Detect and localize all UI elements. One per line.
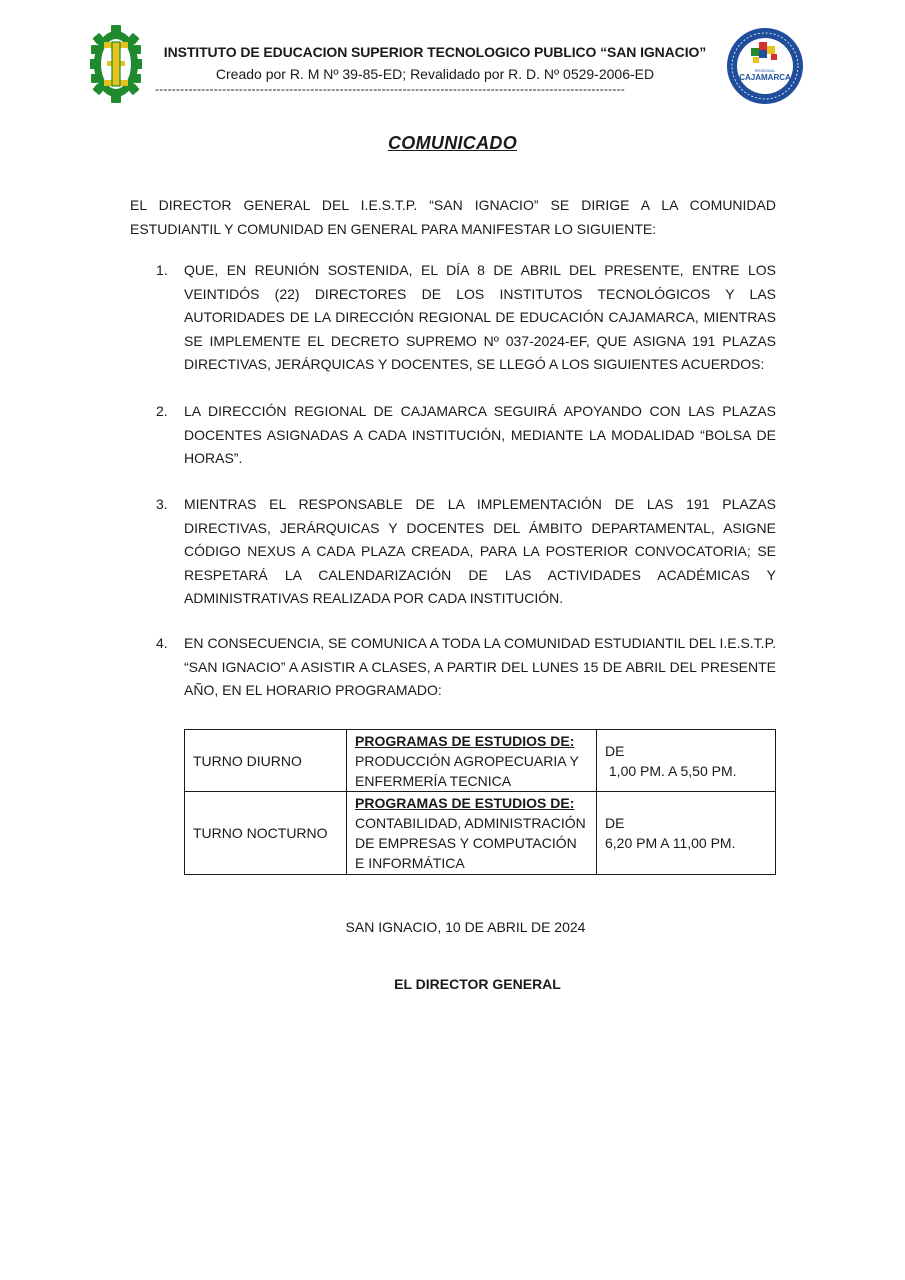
item-text: EN CONSECUENCIA, SE COMUNICA A TODA LA COMUNIDAD ESTUDIANTIL DEL I.E.S.T.P. “SAN IGNACIO” A ASISTIR A CLASES, A PARTIR DEL LUNES 15 DE ABRIL DEL PRESENTE AÑO, EN EL HORARIO PROGRAMADO: (184, 635, 776, 698)
item-number: 2. (156, 403, 168, 419)
regional-education-seal-logo (726, 27, 804, 105)
hours-range: 6,20 PM A 11,00 PM. (605, 835, 736, 851)
programs-cell (347, 792, 597, 875)
seal-wordmark: CAJAMARCA (739, 73, 791, 82)
item-text: QUE, EN REUNIÓN SOSTENIDA, EL DÍA 8 DE ABRIL DEL PRESENTE, ENTRE LOS VEINTIDÓS (22) DIRECTORES DE LOS INSTITUTOS TECNOLÓGICOS Y LAS AUTORIDADES DE LA DIRECCIÓN REGIONAL DE EDUCACIÓN CAJAMARCA, MIENTRAS SE IMPLEMENTE EL DECRETO SUPREMO Nº 037-2024-EF, QUE ASIGNA 191 PLAZAS DIRECTIVAS, JERÁRQUICAS Y DOCENTES, SE LLEGÓ A LOS SIGUIENTES ACUERDOS: (184, 262, 776, 372)
document-title: COMUNICADO (388, 133, 517, 153)
institution-name: INSTITUTO DE EDUCACION SUPERIOR TECNOLOGICO PUBLICO “SAN IGNACIO” (163, 44, 707, 60)
institute-gear-logo (90, 25, 142, 103)
programs-cell (347, 730, 597, 792)
programs-heading: PROGRAMAS DE ESTUDIOS DE: (355, 795, 575, 811)
header-separator: ---------------------------------------------------------------------------------------------------------------- (155, 82, 625, 96)
programs-list: CONTABILIDAD, ADMINISTRACIÓN DE EMPRESAS Y COMPUTACIÓN E INFORMÁTICA (355, 815, 586, 871)
turno-cell: TURNO NOCTURNO (185, 792, 347, 875)
table-row (185, 730, 776, 792)
svg-text:REGIONAL: REGIONAL (754, 68, 776, 73)
item-number: 3. (156, 496, 168, 512)
item-number: 4. (156, 635, 168, 651)
turno-cell: TURNO DIURNO (185, 730, 347, 792)
hours-range: 1,00 PM. A 5,50 PM. (605, 762, 737, 779)
schedule-table (184, 729, 776, 875)
hours-cell (597, 792, 776, 875)
hours-prefix: DE (605, 815, 625, 831)
item-text: LA DIRECCIÓN REGIONAL DE CAJAMARCA SEGUIRÁ APOYANDO CON LAS PLAZAS DOCENTES ASIGNADAS A CADA INSTITUCIÓN, MEDIANTE LA MODALIDAD “BOLSA DE HORAS”. (184, 403, 776, 466)
signature-title: EL DIRECTOR GENERAL (394, 976, 561, 992)
table-row (185, 792, 776, 875)
programs-list: PRODUCCIÓN AGROPECUARIA Y ENFERMERÍA TECNICA (355, 752, 579, 789)
intro-paragraph: EL DIRECTOR GENERAL DEL I.E.S.T.P. “SAN IGNACIO” SE DIRIGE A LA COMUNIDAD ESTUDIANTIL Y COMUNIDAD EN GENERAL PARA MANIFESTAR LO SIGUIENTE: (130, 197, 776, 237)
creation-note: Creado por R. M Nº 39-85-ED; Revalidado por R. D. Nº 0529-2006-ED (215, 66, 655, 82)
programs-heading: PROGRAMAS DE ESTUDIOS DE: (355, 732, 575, 749)
hours-prefix: DE (605, 742, 625, 759)
place-date: SAN IGNACIO, 10 DE ABRIL DE 2024 (345, 919, 586, 935)
item-number: 1. (156, 262, 168, 278)
item-text: MIENTRAS EL RESPONSABLE DE LA IMPLEMENTACIÓN DE LAS 191 PLAZAS DIRECTIVAS, JERÁRQUICAS Y DOCENTES DEL ÁMBITO DEPARTAMENTAL, ASIGNE CÓDIGO NEXUS A CADA PLAZA CREADA, PARA LA POSTERIOR CONVOCATORIA; SE RESPETARÁ LA CALENDARIZACIÓN DE LAS ACTIVIDADES ACADÉMICAS Y ADMINISTRATIVAS REALIZADA POR CADA INSTITUCIÓN. (184, 496, 776, 606)
hours-cell (597, 730, 776, 792)
